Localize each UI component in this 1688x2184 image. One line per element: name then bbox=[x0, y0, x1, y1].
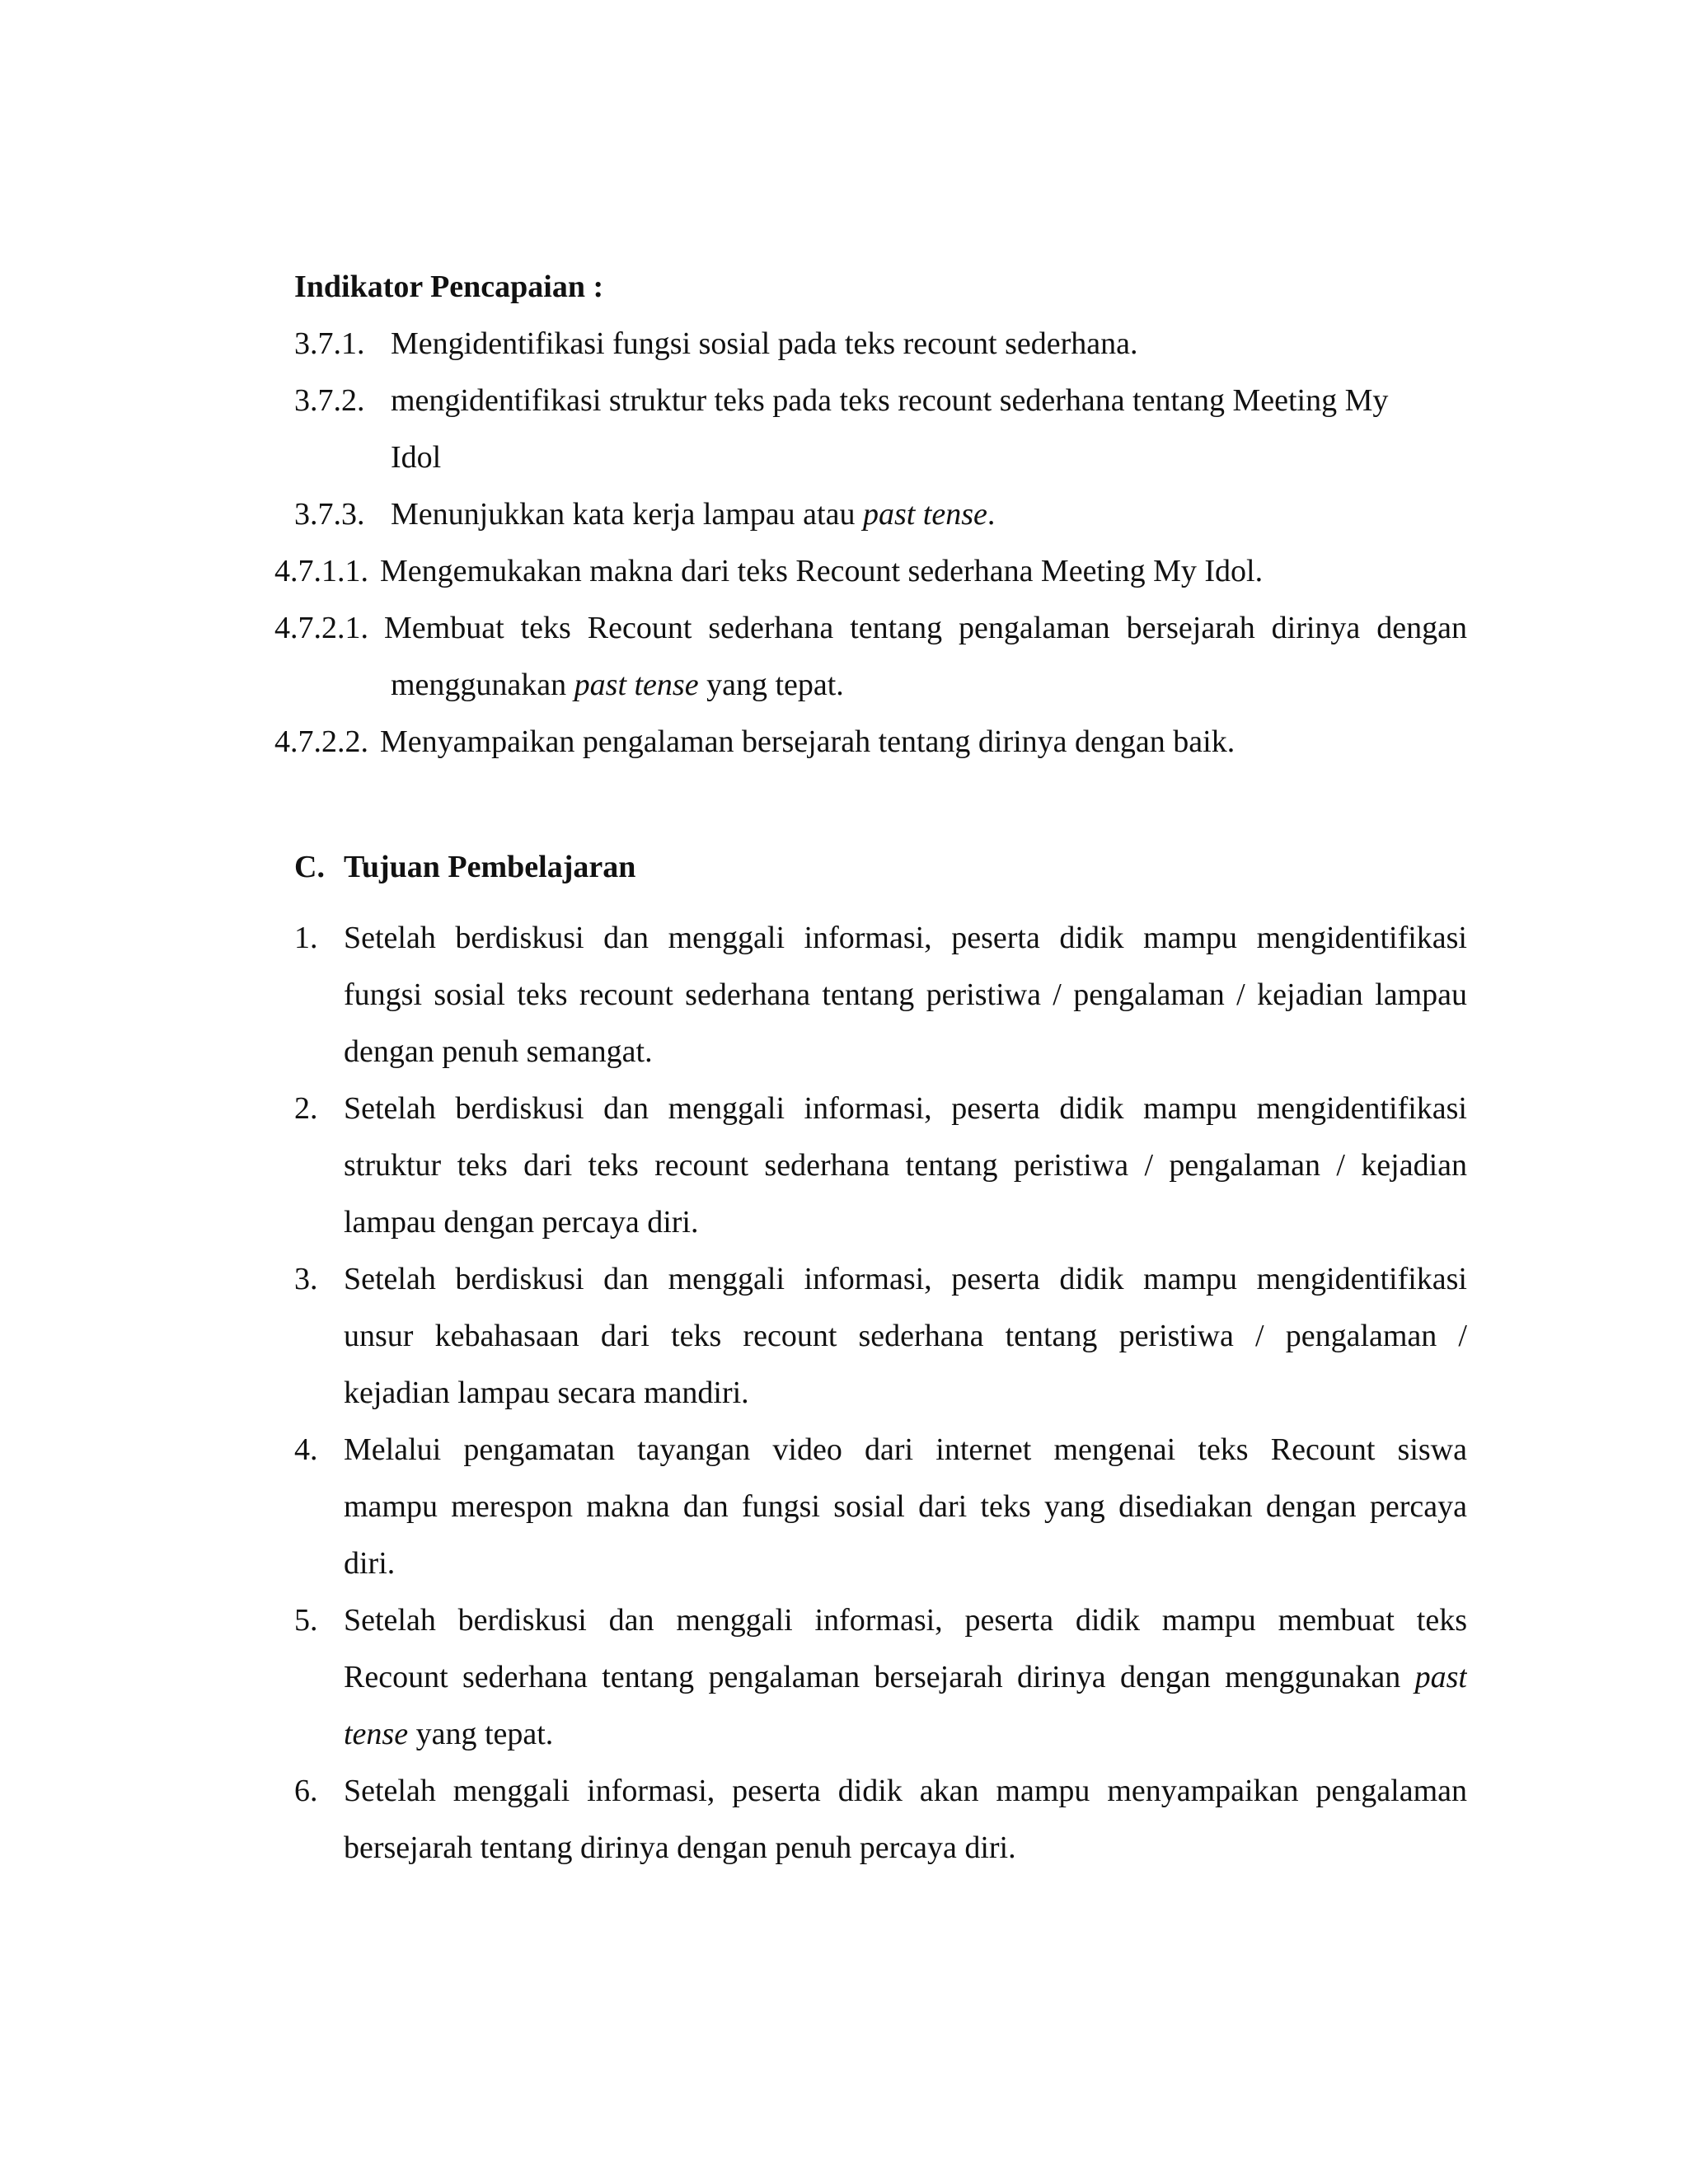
section-title: Tujuan Pembelajaran bbox=[344, 850, 636, 884]
tujuan-number: 4. bbox=[294, 1432, 318, 1467]
tujuan-text: Setelah berdiskusi dan menggali informasi, peserta didik mampu membuat teks bbox=[344, 1603, 1467, 1638]
indikator-number: 4.7.2.1. bbox=[274, 611, 368, 645]
tujuan-text bbox=[344, 1706, 553, 1762]
tujuan-number: 6. bbox=[294, 1774, 318, 1808]
tujuan-text: fungsi sosial teks recount sederhana tentang peristiwa / pengalaman / kejadian lampau bbox=[344, 977, 1467, 1012]
tujuan-text: struktur teks dari teks recount sederhana tentang peristiwa / pengalaman / kejadian bbox=[344, 1148, 1467, 1183]
indikator-number: 4.7.1.1. bbox=[274, 554, 368, 588]
indikator-number: 3.7.1. bbox=[294, 326, 365, 361]
indikator-text-part: . bbox=[987, 497, 996, 532]
tujuan-text: Setelah berdiskusi dan menggali informasi, peserta didik mampu mengidentifikasi bbox=[344, 1091, 1467, 1126]
indikator-number: 3.7.2. bbox=[294, 383, 365, 418]
indikator-text bbox=[391, 657, 844, 713]
indikator-text: Idol bbox=[391, 440, 442, 475]
tujuan-text: Setelah berdiskusi dan menggali informasi, peserta didik mampu mengidentifikasi bbox=[344, 921, 1467, 955]
indikator-text-part: Menunjukkan kata kerja lampau atau bbox=[391, 497, 863, 532]
indikator-text-part: yang tepat. bbox=[698, 668, 844, 702]
indikator-number: 4.7.2.2. bbox=[274, 724, 368, 759]
tujuan-text-part: yang tepat. bbox=[408, 1717, 554, 1751]
italic-term: tense bbox=[344, 1717, 409, 1751]
italic-term: past bbox=[1414, 1660, 1467, 1694]
tujuan-text: bersejarah tentang dirinya dengan penuh percaya diri. bbox=[344, 1830, 1016, 1865]
section-letter: C. bbox=[294, 850, 325, 884]
italic-term: past tense bbox=[862, 497, 987, 532]
tujuan-text bbox=[344, 1649, 1467, 1705]
indikator-text: Mengemukakan makna dari teks Recount sederhana Meeting My Idol. bbox=[380, 554, 1264, 588]
indikator-text: mengidentifikasi struktur teks pada teks recount sederhana tentang Meeting My bbox=[391, 383, 1389, 418]
tujuan-number: 5. bbox=[294, 1603, 318, 1638]
tujuan-text: Melalui pengamatan tayangan video dari internet mengenai teks Recount siswa bbox=[344, 1432, 1467, 1467]
indikator-text bbox=[391, 486, 995, 542]
indikator-heading: Indikator Pencapaian : bbox=[294, 269, 604, 304]
tujuan-text-part: Recount sederhana tentang pengalaman bersejarah dirinya dengan menggunakan bbox=[344, 1660, 1415, 1694]
indikator-text-part: menggunakan bbox=[391, 668, 574, 702]
indikator-number: 3.7.3. bbox=[294, 497, 365, 532]
indikator-text: Membuat teks Recount sederhana tentang pengalaman bersejarah dirinya dengan bbox=[384, 611, 1467, 645]
tujuan-text: kejadian lampau secara mandiri. bbox=[344, 1376, 749, 1410]
tujuan-text: diri. bbox=[344, 1546, 396, 1581]
italic-term: past tense bbox=[574, 668, 699, 702]
tujuan-number: 3. bbox=[294, 1262, 318, 1296]
tujuan-number: 2. bbox=[294, 1091, 318, 1126]
indikator-text: Menyampaikan pengalaman bersejarah tentang dirinya dengan baik. bbox=[380, 724, 1236, 759]
tujuan-text: lampau dengan percaya diri. bbox=[344, 1205, 699, 1240]
tujuan-text: dengan penuh semangat. bbox=[344, 1034, 653, 1069]
tujuan-text: Setelah berdiskusi dan menggali informasi, peserta didik mampu mengidentifikasi bbox=[344, 1262, 1467, 1296]
tujuan-number: 1. bbox=[294, 921, 318, 955]
tujuan-text: unsur kebahasaan dari teks recount sederhana tentang peristiwa / pengalaman / bbox=[344, 1319, 1467, 1353]
indikator-text: Mengidentifikasi fungsi sosial pada teks recount sederhana. bbox=[391, 326, 1138, 361]
tujuan-text: Setelah menggali informasi, peserta didik akan mampu menyampaikan pengalaman bbox=[344, 1774, 1467, 1808]
tujuan-text: mampu merespon makna dan fungsi sosial dari teks yang disediakan dengan percaya bbox=[344, 1489, 1467, 1524]
